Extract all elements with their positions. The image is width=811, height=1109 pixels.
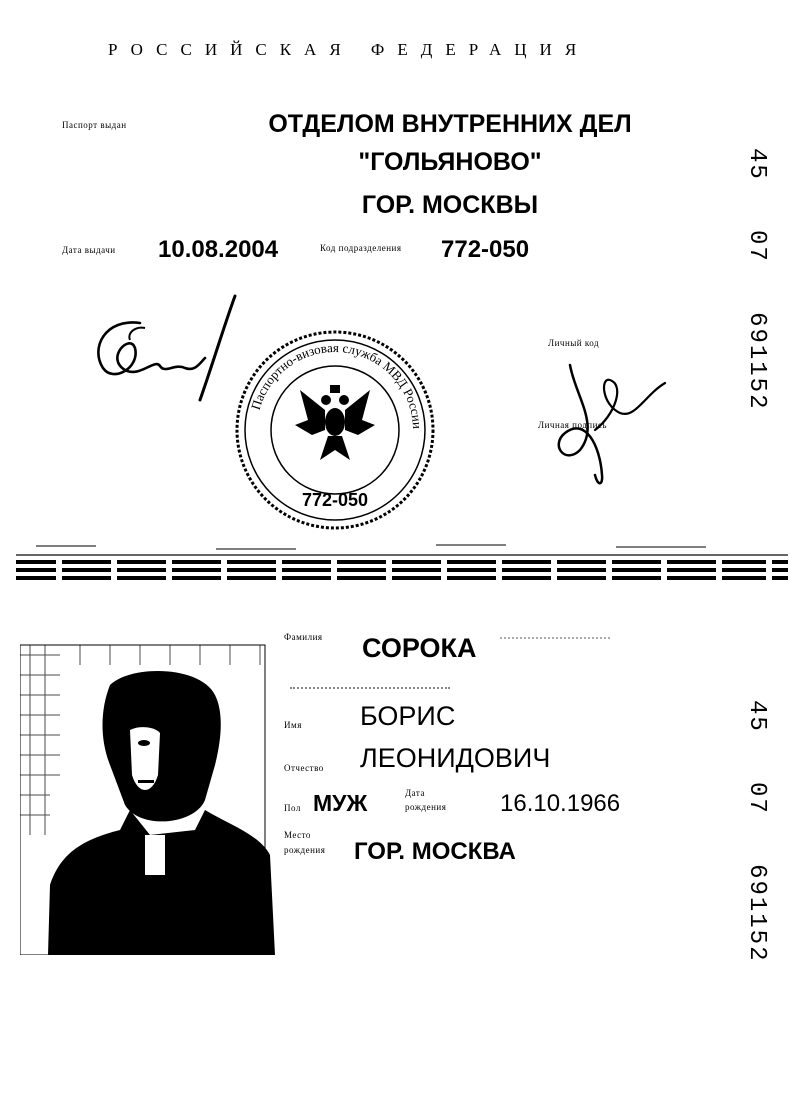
surname-value: СОРОКА (362, 633, 477, 663)
birth-place-value: ГОР. МОСКВА (354, 838, 516, 865)
issue-date-value: 10.08.2004 (158, 236, 279, 263)
name-value: БОРИС (360, 701, 456, 731)
sex-label: Пол (284, 803, 301, 813)
dotted-line (500, 637, 610, 639)
birth-date-label-2: рождения (405, 802, 447, 812)
officer-signature (85, 288, 250, 408)
holder-photo (20, 635, 275, 955)
eagle-emblem-icon (295, 385, 375, 460)
name-label: Имя (284, 720, 302, 730)
issue-date-label: Дата выдачи (62, 245, 116, 255)
division-code-label: Код подразделения (320, 243, 402, 253)
sex-value: МУЖ (313, 790, 368, 816)
serial-series-a-bottom: 45 (743, 700, 770, 733)
page-fold-pattern (16, 540, 788, 590)
issued-by-line-1: ОТДЕЛОМ ВНУТРЕННИХ ДЕЛ (268, 110, 632, 138)
issued-by-line-3: ГОР. МОСКВЫ (361, 191, 539, 219)
patronymic-label: Отчество (284, 763, 324, 773)
serial-series-a: 45 (743, 148, 770, 181)
division-code-value: 772-050 (441, 236, 530, 263)
birth-date-label-1: Дата (405, 788, 425, 798)
official-seal (230, 330, 440, 530)
serial-vertical-top (743, 148, 770, 410)
serial-series-b-bottom: 07 (743, 782, 770, 815)
issued-by-label: Паспорт выдан (62, 120, 127, 130)
birth-date-value: 16.10.1966 (500, 790, 621, 817)
seal-ring-text: Паспортно-визовая служба МВД России (247, 339, 426, 430)
dotted-line (290, 687, 450, 689)
serial-vertical-bottom (743, 700, 770, 962)
birth-place-label-2: рождения (284, 845, 326, 855)
seal-code: 772-050 (301, 490, 369, 510)
personal-code-label: Личный код (548, 338, 600, 348)
personal-signature-label: Личная подпись (538, 420, 608, 430)
holder-signature (540, 355, 670, 490)
patronymic-value: ЛЕОНИДОВИЧ (360, 743, 551, 773)
country-title: РОССИЙСКАЯ ФЕДЕРАЦИЯ (108, 40, 590, 59)
surname-label: Фамилия (284, 632, 323, 642)
serial-series-b: 07 (743, 230, 770, 263)
birth-place-label-1: Место (284, 830, 311, 840)
issued-by-line-2: "ГОЛЬЯНОВО" (358, 148, 542, 176)
serial-number: 691152 (743, 312, 770, 411)
serial-number-bottom: 691152 (743, 864, 770, 963)
